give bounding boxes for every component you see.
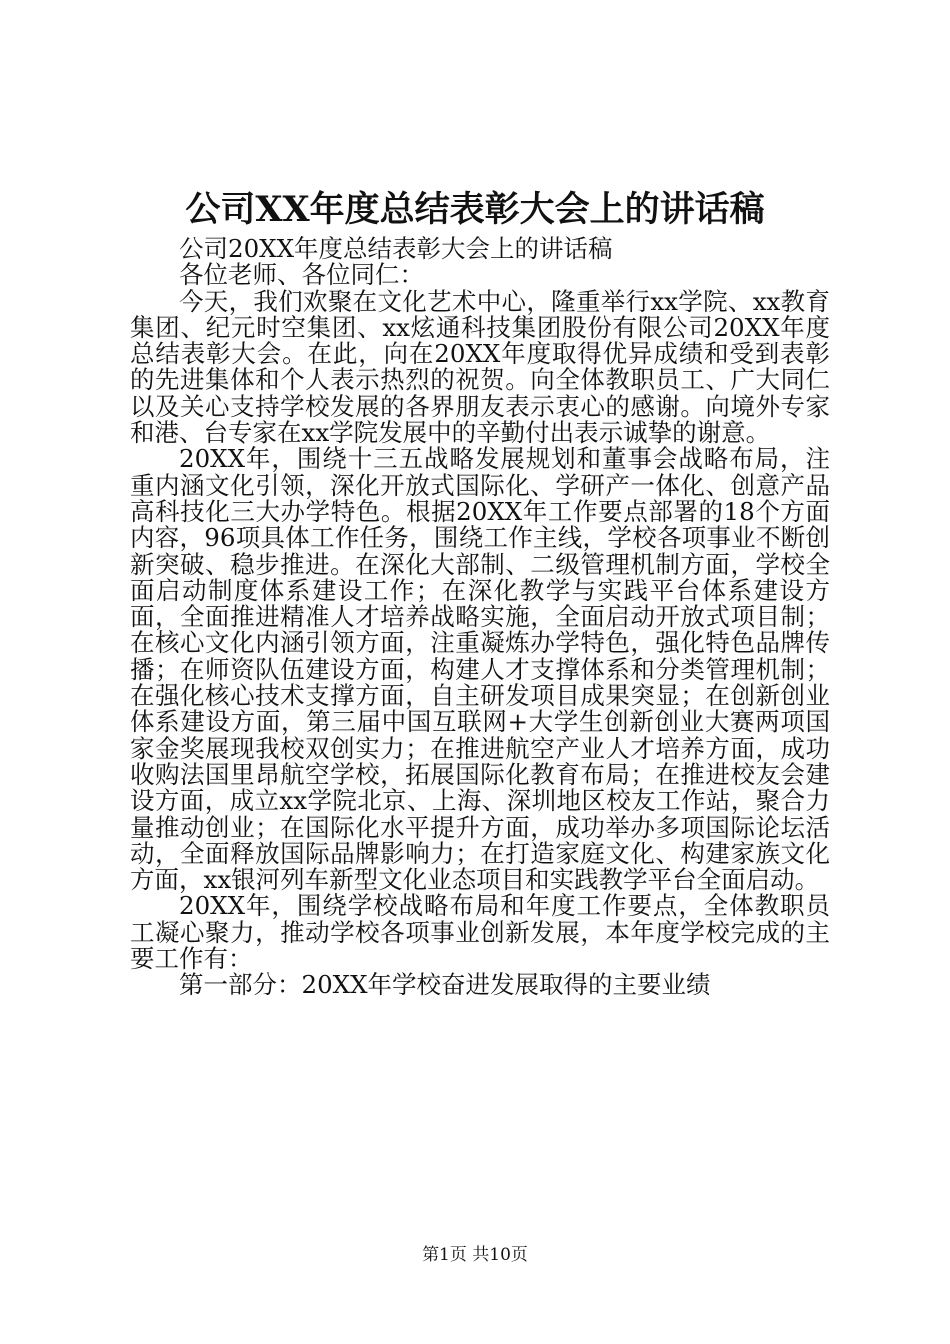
paragraph-subtitle: 公司20XX年度总结表彰大会上的讲话稿: [179, 234, 613, 263]
paragraph-salutation: 各位老师、各位同仁：: [179, 260, 424, 290]
page-footer: 第1页 共10页: [422, 1245, 528, 1265]
document-title: 公司XX年度总结表彰大会上的讲话稿: [185, 189, 765, 230]
paragraph-section-heading: 第一部分：20XX年学校奋进发展取得的主要业绩: [179, 970, 711, 1000]
paragraph-opening: 今天，我们欢聚在文化艺术中心，隆重举行xx学院、xx教育集团、纪元时空集团、xx炫通科技集团股份有限公司20XX年度总结表彰大会。在此，向在20XX年度取得优异成绩和受到表彰的先进集体和个人表示热烈的祝贺。向全体教职员工、广大同仁以及关心支持学校发展的各界朋友表示衷心的感谢。向境外专家和港、台专家在xx学院发展中的辛勤付出表示诚挚的谢意。: [130, 286, 830, 448]
document-body: [130, 236, 830, 999]
paragraph-achievements: 20XX年，围绕十三五战略发展规划和董事会战略布局，注重内涵文化引领，深化开放式国际化、学研产一体化、创意产品高科技化三大办学特色。根据20XX年工作要点部署的18个方面内容，96项具体工作任务，围绕工作主线，学校各项事业不断创新突破、稳步推进。在深化大部制、二级管理机制方面，学校全面启动制度体系建设工作；在深化教学与实践平台体系建设方面，全面推进精准人才培养战略实施，全面启动开放式项目制；在核心文化内涵引领方面，注重凝炼办学特色，强化特色品牌传播；在师资队伍建设方面，构建人才支撑体系和分类管理机制；在强化核心技术支撑方面，自主研发项目成果突显；在创新创业体系建设方面，第三届中国互联网+大学生创新创业大赛两项国家金奖展现我校双创实力；在推进航空产业人才培养方面，成功收购法国里昂航空学校，拓展国际化教育布局；在推进校友会建设方面，成立xx学院北京、上海、深圳地区校友工作站，聚合力量推动创业；在国际化水平提升方面，成功举办多项国际论坛活动，全面释放国际品牌影响力；在打造家庭文化、构建家族文化方面，xx银河列车新型文化业态项目和实践教学平台全面启动。: [130, 444, 830, 895]
paragraph-main-work: 20XX年，围绕学校战略布局和年度工作要点，全体教职员工凝心聚力，推动学校各项事业创新发展，本年度学校完成的主要工作有：: [130, 891, 830, 974]
